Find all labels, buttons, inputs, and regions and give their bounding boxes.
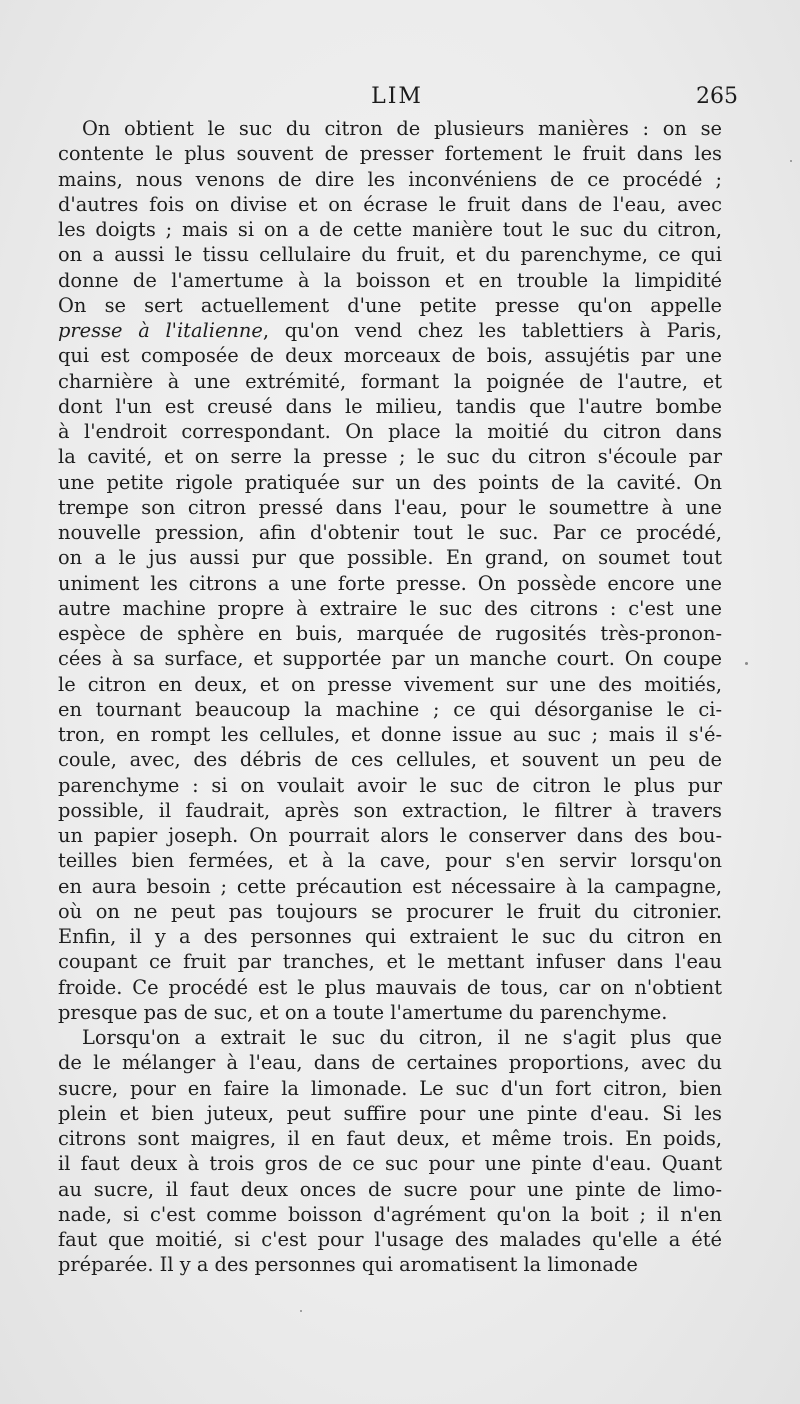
text-line: teilles bien fermées, et à la cave, pour s'en servir lorsqu'on [58,849,722,873]
text-line: en tournant beaucoup la machine ; ce qui désorganise le ci- [58,697,722,721]
text-line: nade, si c'est comme boisson d'agrément qu'on la boit ; il n'en [58,1202,722,1226]
text-line: tron, en rompt les cellules, et donne issue au suc ; mais il s'é- [58,723,722,746]
text-line: préparée. Il y a des personnes qui aromatisent la limonade [58,1253,638,1277]
text-line: dont l'un est creusé dans le milieu, tandis que l'autre bombe [58,394,722,418]
text-line: On se sert actuellement d'une petite presse qu'on appelle [58,293,722,317]
text-line: citrons sont maigres, il en faut deux, et même trois. En poids, [58,1127,722,1150]
paper-speck [790,160,792,162]
text-line: d'autres fois on divise et on écrase le fruit dans de l'eau, avec [58,192,722,216]
running-head [56,84,738,114]
text-line: de le mélanger à l'eau, dans de certaines proportions, avec du [58,1051,722,1075]
text-line: uniment les citrons a une forte presse. On possède encore une [58,571,722,595]
text-line: le citron en deux, et on presse vivement sur une des moitiés, [58,672,722,696]
text-line: on a le jus aussi pur que possible. En grand, on soumet tout [58,546,722,570]
text-line: on a aussi le tissu cellulaire du fruit, et du parenchyme, ce qui [58,243,722,267]
text-line: il faut deux à trois gros de ce suc pour une pinte d'eau. Quant [58,1152,722,1176]
paragraph-extraction-methods [58,116,722,1025]
text-line: qui est composée de deux morceaux de bois, assujétis par une [58,344,722,368]
text-line: presse à l'italienne, qu'on vend chez les tablettiers à Paris, [58,319,722,342]
text-line: la cavité, et on serre la presse ; le suc du citron s'écoule par [58,445,722,469]
text-line: cées à sa surface, et supportée par un manche court. On coupe [58,647,722,671]
text-line: possible, il faudrait, après son extraction, le filtrer à travers [58,798,722,822]
text-line: nouvelle pression, afin d'obtenir tout le suc. Par ce procédé, [58,521,722,544]
text-line: presque pas de suc, et on a toute l'amertume du parenchyme. [58,1000,668,1024]
text-line: les doigts ; mais si on a de cette manière tout le suc du citron, [58,218,722,241]
text-line: en aura besoin ; cette précaution est nécessaire à la campagne, [58,874,722,898]
body-text [58,116,722,1278]
text-line: où on ne peut pas toujours se procurer le fruit du citronier. [58,899,722,923]
text-line: On obtient le suc du citron de plusieurs manières : on se [82,117,722,140]
text-line: au sucre, il faut deux onces de sucre pour une pinte de limo- [58,1177,722,1201]
text-line: trempe son citron pressé dans l'eau, pour le soumettre à une [58,495,722,519]
running-head-title: LIM [371,84,423,109]
text-line: autre machine propre à extraire le suc des citrons : c'est une [58,596,722,620]
text-line: une petite rigole pratiquée sur un des points de la cavité. On [58,470,722,494]
text-line: Enfin, il y a des personnes qui extraient le suc du citron en [58,925,722,948]
text-line: plein et bien juteux, peut suffire pour une pinte d'eau. Si les [58,1101,722,1125]
text-line: coupant ce fruit par tranches, et le mettant infuser dans l'eau [58,950,722,974]
text-line: contente le plus souvent de presser fortement le fruit dans les [58,142,722,166]
text-line: à l'endroit correspondant. On place la moitié du citron dans [58,420,722,443]
text-line: parenchyme : si on voulait avoir le suc de citron le plus pur [58,773,722,797]
text-line: espèce de sphère en buis, marquée de rugosités très-pronon- [58,622,722,645]
italic-term: presse à l'italienne [58,319,263,342]
text-line: mains, nous venons de dire les inconvéniens de ce procédé ; [58,167,722,191]
text-line: donne de l'amertume à la boisson et en trouble la limpidité [58,268,722,292]
paragraph-mixing-proportions [58,1025,722,1278]
text-line: Lorsqu'on a extrait le suc du citron, il ne s'agit plus que [82,1026,722,1049]
text-line: faut que moitié, si c'est pour l'usage des malades qu'elle a été [58,1228,722,1251]
text-line: charnière à une extrémité, formant la poignée de l'autre, et [58,369,722,393]
text-line: froide. Ce procédé est le plus mauvais de tous, car on n'obtient [58,975,722,999]
text-line: sucre, pour en faire la limonade. Le suc d'un fort citron, bien [58,1076,722,1100]
text-line: un papier joseph. On pourrait alors le conserver dans des bou- [58,824,722,847]
page-number: 265 [696,84,738,109]
paper-speck [745,662,748,665]
paper-speck [300,1310,302,1312]
text-line: coule, avec, des débris de ces cellules, et souvent un peu de [58,748,722,772]
